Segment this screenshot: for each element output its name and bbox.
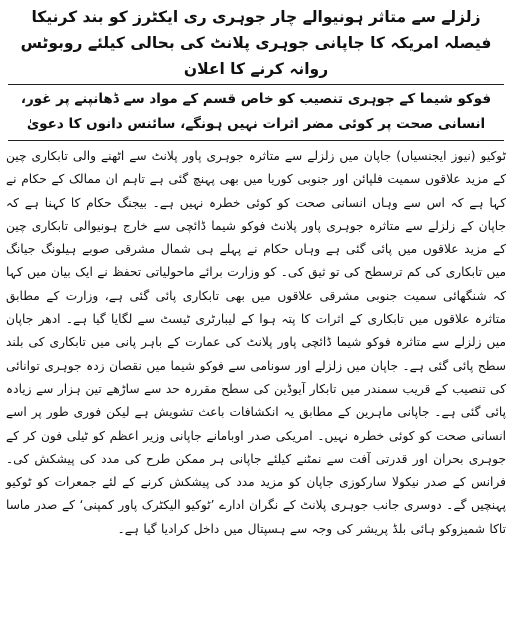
subheadline: فوکو شیما کے جوہری تنصیب کو خاص قسم کے مواد سے ڈھانپنے پر غور، انسانی صحت پر کوئی مضر اثرات نہیں ہونگے، سائنس دانوں کا دعویٰ xyxy=(20,91,492,132)
headline: زلزلے سے متاثر ہونیوالے چار جوہری ری ایکٹرز کو بند کرنیکا فیصلہ امریکہ کا جاپانی جوہری پلانٹ کی بحالی کیلئے روبوٹس روانہ کرنے کا اعلان xyxy=(20,8,492,78)
headline-divider-top xyxy=(8,84,504,85)
article-body: ٹوکیو (نیوز ایجنسیاں) جاپان میں زلزلے سے متاثرہ جوہری پاور پلانٹ سے اٹھنے والی تابکاری چین کے مزید علاقوں سمیت فلپائن اور جنوبی کوریا میں بھی پہنچ گئی ہے تاہم ان ممالک کے حکام نے کہا ہے کہ اس سے وہاں انسانی صحت کو کوئی خطرہ نہیں ہے۔ بیجنگ حکام کا کہنا ہے کہ جاپان کے زلزلے سے متاثرہ جوہری پاور پلانٹ فوکو شیما ڈائچی سے خارج ہونیوالی تابکاری چین کے مزید علاقوں میں پائی گئی ہے وہاں حکام نے پہلے ہی شمال مشرقی صوبے ہیلونگ جیانگ میں تابکاری کی کم ترسطح کی تو ثیق کی۔ کو وزارت برائے ماحولیاتی تحفظ نے ایک بیان میں کہا کہ شنگھائی سمیت جنوبی مشرقی علاقوں میں بھی تابکاری پائی گئی ہے، وزارت کے مطابق متاثرہ علاقوں میں تابکاری کے اثرات کا پتہ ہوا کے لیبارٹری ٹیسٹ سے لگایا گیا ہے۔ ادھر جاپان میں زلزلے سے متاثرہ فوکو شیما ڈائچی پاور پلانٹ کی عمارت کے باہر پانی میں تابکاری کی بلند سطح پائی گئی ہے۔ جاپان میں زلزلے اور سونامی سے فوکو شیما میں نقصان زدہ جوہری توانائی کی تنصیب کے قریب سمندر میں تابکار آیوڈین کی سطح مقررہ حد سے ساڑھے تین ہزار سے زیادہ پائی گئی ہے۔ جاپانی ماہرین کے مطابق یہ انکشافات باعث تشویش ہے لیکن فوری طور پر اسے انسانی صحت کو کوئی خطرہ نہیں۔ امریکی صدر اوبامانے جاپانی وزیر اعظم کو ٹیلی فون کر کے جوہری بحران اور قدرتی آفت سے نمٹنے کیلئے جاپانی ہر ممکن طرح کی مدد کی پیشکش کی۔ فرانس کے صدر نیکولا سارکوزی جاپان کو مزید مدد کی پیشکش کرنے کے لئے جمعرات کو ٹوکیو پہنچیں گے۔ دوسری جانب جوہری پلانٹ کے نگران ادارے ’ٹوکیو الیکٹرک پاور کمپنی‘ کے صدر ماسا تاکا شمیزوکو ہائی بلڈ پریشر کی وجہ سے ہسپتال میں داخل کرادیا گیا ہے۔ xyxy=(6,149,506,536)
headline-divider-bottom xyxy=(8,140,504,141)
